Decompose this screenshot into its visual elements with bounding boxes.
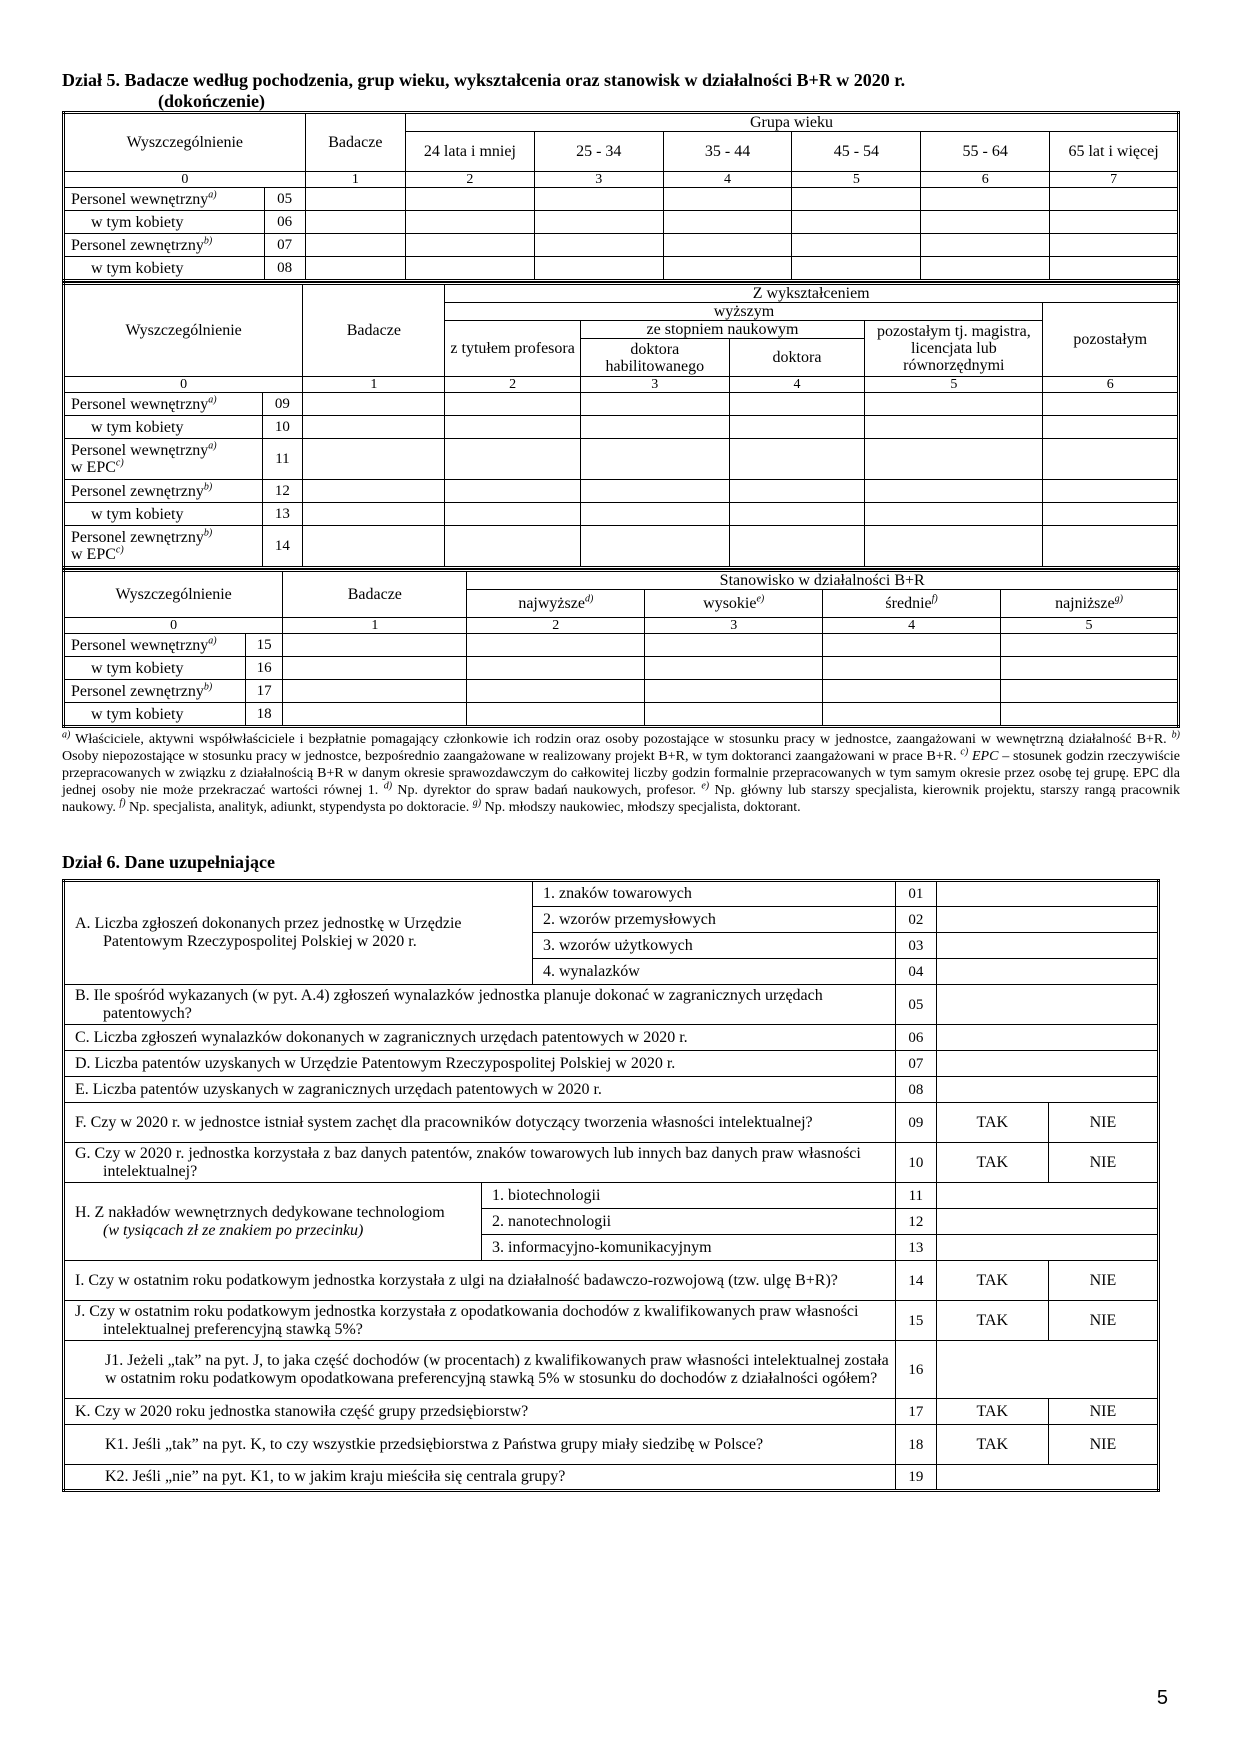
- col-researchers-header: Badacze: [283, 571, 467, 618]
- row-code: 16: [246, 657, 283, 680]
- input-cell[interactable]: [303, 393, 445, 416]
- table-row: [64, 188, 1179, 211]
- input-cell[interactable]: [1050, 188, 1179, 211]
- input-cell[interactable]: [936, 1209, 1158, 1235]
- input-cell[interactable]: [1043, 526, 1179, 568]
- input-cell[interactable]: [1001, 680, 1179, 703]
- input-cell[interactable]: [865, 503, 1043, 526]
- question-h: H. Z nakładów wewnętrznych dedykowane technologiom (w tysiącach zł ze znakiem po przecinku): [64, 1183, 482, 1261]
- question-c: C. Liczba zgłoszeń wynalazków dokonanych w zagranicznych urzędach patentowych w 2020 r.: [64, 1025, 896, 1051]
- col-number: 3: [580, 377, 729, 393]
- high-position-header: wysokie$^{e)}$: [645, 590, 823, 618]
- question-b: B. Ile spośród wykazanych (w pyt. A.4) zgłoszeń wynalazków jednostka planuje dokonać w zagranicznych urzędach patentowych?: [64, 985, 896, 1025]
- row-code: 02: [895, 907, 936, 933]
- no-option[interactable]: NIE: [1048, 1103, 1158, 1143]
- row-label: w tym kobiety: [64, 703, 246, 727]
- input-cell[interactable]: [303, 526, 445, 568]
- input-cell[interactable]: [865, 526, 1043, 568]
- section6-title: Dział 6. Dane uzupełniające: [62, 852, 275, 872]
- age-col-header: 45 - 54: [792, 132, 921, 172]
- degree-header: ze stopniem naukowym: [580, 321, 864, 339]
- age-col-header: 24 lata i mniej: [405, 132, 534, 172]
- row-label: Personel zewnętrzny$^{b)}$ w EPC$^{c)}$: [64, 526, 263, 568]
- row-code: 13: [895, 1235, 936, 1261]
- input-cell[interactable]: [580, 416, 729, 439]
- table-row: [64, 416, 1179, 439]
- input-cell[interactable]: [445, 480, 580, 503]
- section5-title: [62, 70, 1180, 91]
- input-cell[interactable]: [663, 211, 792, 234]
- no-option[interactable]: NIE: [1048, 1399, 1158, 1425]
- yes-option[interactable]: TAK: [936, 1143, 1048, 1183]
- input-cell[interactable]: [1001, 703, 1179, 727]
- no-option[interactable]: NIE: [1048, 1425, 1158, 1465]
- row-code: 01: [895, 881, 936, 907]
- row-code: 19: [895, 1465, 936, 1491]
- row-code: 10: [895, 1143, 936, 1183]
- input-cell[interactable]: [467, 657, 645, 680]
- form-page: [62, 70, 1180, 1492]
- input-cell[interactable]: [663, 257, 792, 281]
- col-number: 6: [921, 172, 1050, 188]
- footnotes: $^{a)}$ Właściciele, aktywni współwłaściciele i bezpłatnie pomagający członkowie ich rodzin oraz osoby pozostające w stosunku pracy w jednostce, zaangażowani w wewnętrzną działalność B+R. $^{b)}$ Osoby niepozostające w stosunku pracy w jednostce, bezpośrednio zaangażowane w realizowany projekt B+R, w tym doktoranci zaangażowani w prace B+R. $^{c)}$ EPC – stosunek godzin rzeczywiście przepracowanych w związku z działalnością B+R w danym okresie sprawozdawczym do całkowitej liczby godzin formalnie przepracowanych w tym samym okresie przez osobę tej grupę. EPC dla jednej osoby nie może przekraczać wartości równej 1. $^{d)}$ Np. dyrektor do spraw badań naukowych, profesor. $^{e)}$ Np. główny lub starszy specjalista, kierownik projektu, starszy rangą pracownik naukowy. $^{f)}$ Np. specjalista, analityk, adiunkt, stypendysta po doktoracie. $^{g)}$ Np. młodszy naukowiec, młodszy specjalista, doktorant.: [62, 729, 1181, 815]
- doctor-header: doktora: [729, 339, 864, 377]
- row-code: 15: [246, 634, 283, 657]
- input-cell[interactable]: [936, 1025, 1158, 1051]
- col-number: 5: [1001, 618, 1179, 634]
- question-i: I. Czy w ostatnim roku podatkowym jednostka korzystała z ulgi na działalność badawczo-rozwojową (tzw. ulgę B+R)?: [64, 1261, 896, 1301]
- row-code: 18: [246, 703, 283, 727]
- input-cell[interactable]: [283, 703, 467, 727]
- row-code: 18: [895, 1425, 936, 1465]
- input-cell[interactable]: [467, 703, 645, 727]
- row-code: 05: [264, 188, 305, 211]
- input-cell[interactable]: [445, 416, 580, 439]
- input-cell[interactable]: [580, 393, 729, 416]
- table-row: [64, 480, 1179, 503]
- input-cell[interactable]: [534, 211, 663, 234]
- input-cell[interactable]: [663, 188, 792, 211]
- question-k1: K1. Jeśli „tak” na pyt. K, to czy wszystkie przedsiębiorstwa z Państwa grupy miały siedzibę w Polsce?: [64, 1425, 896, 1465]
- section5-subtitle: (dokończenie): [158, 91, 265, 111]
- col-spec-header: Wyszczególnienie: [64, 284, 303, 377]
- input-cell[interactable]: [303, 480, 445, 503]
- col-number: 4: [729, 377, 864, 393]
- input-cell[interactable]: [445, 393, 580, 416]
- option-label: 4. wynalazków: [532, 959, 895, 985]
- input-cell[interactable]: [729, 503, 864, 526]
- input-cell[interactable]: [645, 634, 823, 657]
- input-cell[interactable]: [645, 680, 823, 703]
- highest-position-header: najwyższe$^{d)}$: [467, 590, 645, 618]
- row-code: 03: [895, 933, 936, 959]
- row-code: 09: [895, 1103, 936, 1143]
- input-cell[interactable]: [283, 634, 467, 657]
- age-table: [62, 111, 1180, 282]
- column-numbers-row: [64, 377, 1179, 393]
- higher-education-header: wyższym: [445, 303, 1043, 321]
- input-cell[interactable]: [405, 211, 534, 234]
- education-group-header: Z wykształceniem: [445, 284, 1179, 303]
- col-number: 4: [663, 172, 792, 188]
- habilitated-doctor-header: doktora habilitowanego: [580, 339, 729, 377]
- input-cell[interactable]: [936, 881, 1158, 907]
- row-code: 13: [262, 503, 303, 526]
- input-cell[interactable]: [580, 526, 729, 568]
- input-cell[interactable]: [1043, 503, 1179, 526]
- input-cell[interactable]: [445, 503, 580, 526]
- row-code: 17: [246, 680, 283, 703]
- input-cell[interactable]: [936, 1235, 1158, 1261]
- input-cell[interactable]: [283, 680, 467, 703]
- education-table: [62, 282, 1180, 569]
- row-code: 05: [895, 985, 936, 1025]
- input-cell[interactable]: [1001, 634, 1179, 657]
- column-numbers-row: [64, 172, 1179, 188]
- input-cell[interactable]: [1043, 416, 1179, 439]
- input-cell[interactable]: [936, 1183, 1158, 1209]
- input-cell[interactable]: [645, 657, 823, 680]
- input-cell[interactable]: [445, 439, 580, 480]
- position-group-header: Stanowisko w działalności B+R: [467, 571, 1179, 590]
- column-numbers-row: [64, 618, 1179, 634]
- input-cell[interactable]: [303, 439, 445, 480]
- col-number: 3: [645, 618, 823, 634]
- option-label: 1. biotechnologii: [482, 1183, 896, 1209]
- col-number: 1: [303, 377, 445, 393]
- row-code: 15: [895, 1301, 936, 1341]
- input-cell[interactable]: [823, 657, 1001, 680]
- input-cell[interactable]: [467, 634, 645, 657]
- row-label: Personel wewnętrzny$^{a)}$ w EPC$^{c)}$: [64, 439, 263, 480]
- input-cell[interactable]: [305, 188, 405, 211]
- yes-option[interactable]: TAK: [936, 1261, 1048, 1301]
- col-number: 7: [1050, 172, 1179, 188]
- age-group-header: Grupa wieku: [405, 113, 1178, 132]
- table-row: [64, 257, 1179, 281]
- row-label: w tym kobiety: [64, 416, 263, 439]
- question-j: J. Czy w ostatnim roku podatkowym jednostka korzystała z opodatkowania dochodów z kwalifikowanych praw własności intelektualnej preferencyjną stawką 5%?: [64, 1301, 896, 1341]
- input-cell[interactable]: [580, 439, 729, 480]
- row-label: w tym kobiety: [64, 211, 265, 234]
- col-number: 5: [865, 377, 1043, 393]
- input-cell[interactable]: [1050, 234, 1179, 257]
- col-number: 0: [64, 172, 306, 188]
- no-option[interactable]: NIE: [1048, 1261, 1158, 1301]
- option-label: 2. wzorów przemysłowych: [532, 907, 895, 933]
- row-code: 06: [895, 1025, 936, 1051]
- col-number: 0: [64, 377, 303, 393]
- table-row: [64, 657, 1179, 680]
- table-row: [64, 439, 1179, 480]
- row-code: 16: [895, 1341, 936, 1399]
- input-cell[interactable]: [936, 1051, 1158, 1077]
- input-cell[interactable]: [792, 234, 921, 257]
- input-cell[interactable]: [303, 416, 445, 439]
- section5-title-text: Dział 5. Badacze według pochodzenia, grup wieku, wykształcenia oraz stanowisk w działalności B+R w 2020 r.: [62, 70, 906, 90]
- input-cell[interactable]: [865, 439, 1043, 480]
- input-cell[interactable]: [729, 480, 864, 503]
- input-cell[interactable]: [534, 257, 663, 281]
- row-label: Personel wewnętrzny$^{a)}$: [64, 393, 263, 416]
- table-row: [64, 703, 1179, 727]
- col-number: 3: [534, 172, 663, 188]
- input-cell[interactable]: [305, 234, 405, 257]
- row-code: 11: [262, 439, 303, 480]
- row-code: 17: [895, 1399, 936, 1425]
- question-g: G. Czy w 2020 r. jednostka korzystała z baz danych patentów, znaków towarowych lub innych baz danych praw własności intelektualnej?: [64, 1143, 896, 1183]
- input-cell[interactable]: [936, 1465, 1158, 1491]
- position-table: [62, 569, 1180, 728]
- row-code: 04: [895, 959, 936, 985]
- question-f: F. Czy w 2020 r. w jednostce istniał system zachęt dla pracowników dotyczący tworzenia własności intelektualnej?: [64, 1103, 896, 1143]
- input-cell[interactable]: [792, 211, 921, 234]
- input-cell[interactable]: [729, 416, 864, 439]
- row-code: 07: [264, 234, 305, 257]
- table-row: [64, 211, 1179, 234]
- row-label: w tym kobiety: [64, 503, 263, 526]
- input-cell[interactable]: [936, 1341, 1158, 1399]
- no-option[interactable]: NIE: [1048, 1301, 1158, 1341]
- input-cell[interactable]: [663, 234, 792, 257]
- question-d: D. Liczba patentów uzyskanych w Urzędzie Patentowym Rzeczypospolitej Polskiej w 2020 r.: [64, 1051, 896, 1077]
- input-cell[interactable]: [534, 234, 663, 257]
- row-code: 08: [264, 257, 305, 281]
- table-row: [64, 234, 1179, 257]
- lowest-position-header: najniższe$^{g)}$: [1001, 590, 1179, 618]
- col-number: 2: [445, 377, 580, 393]
- table-row: [64, 526, 1179, 568]
- input-cell[interactable]: [865, 416, 1043, 439]
- yes-option[interactable]: TAK: [936, 1103, 1048, 1143]
- input-cell[interactable]: [865, 480, 1043, 503]
- input-cell[interactable]: [936, 907, 1158, 933]
- row-code: 14: [895, 1261, 936, 1301]
- col-number: 2: [467, 618, 645, 634]
- input-cell[interactable]: [645, 703, 823, 727]
- row-label: Personel zewnętrzny$^{b)}$: [64, 234, 265, 257]
- row-label: Personel wewnętrzny$^{a)}$: [64, 634, 246, 657]
- input-cell[interactable]: [823, 634, 1001, 657]
- input-cell[interactable]: [1043, 393, 1179, 416]
- row-label: Personel zewnętrzny$^{b)}$: [64, 480, 263, 503]
- row-label: Personel wewnętrzny$^{a)}$: [64, 188, 265, 211]
- input-cell[interactable]: [405, 257, 534, 281]
- col-spec-header: Wyszczególnienie: [64, 571, 283, 618]
- table-row: [64, 680, 1179, 703]
- option-label: 3. wzorów użytkowych: [532, 933, 895, 959]
- col-researchers-header: Badacze: [303, 284, 445, 377]
- supplementary-table: [62, 879, 1160, 1492]
- yes-option[interactable]: TAK: [936, 1425, 1048, 1465]
- input-cell[interactable]: [921, 234, 1050, 257]
- medium-position-header: średnie$^{f)}$: [823, 590, 1001, 618]
- yes-option[interactable]: TAK: [936, 1399, 1048, 1425]
- row-code: 08: [895, 1077, 936, 1103]
- input-cell[interactable]: [580, 480, 729, 503]
- input-cell[interactable]: [729, 439, 864, 480]
- input-cell[interactable]: [305, 257, 405, 281]
- input-cell[interactable]: [792, 188, 921, 211]
- input-cell[interactable]: [1050, 257, 1179, 281]
- row-code: 12: [895, 1209, 936, 1235]
- input-cell[interactable]: [865, 393, 1043, 416]
- option-label: 1. znaków towarowych: [532, 881, 895, 907]
- table-row: [64, 393, 1179, 416]
- input-cell[interactable]: [921, 211, 1050, 234]
- age-col-header: 35 - 44: [663, 132, 792, 172]
- input-cell[interactable]: [823, 680, 1001, 703]
- option-label: 2. nanotechnologii: [482, 1209, 896, 1235]
- col-number: 4: [823, 618, 1001, 634]
- page-number: 5: [1156, 1687, 1168, 1709]
- question-a: A. Liczba zgłoszeń dokonanych przez jednostkę w Urzędzie Patentowym Rzeczypospolitej Polskiej w 2020 r.: [64, 881, 533, 985]
- input-cell[interactable]: [936, 933, 1158, 959]
- row-label: w tym kobiety: [64, 257, 265, 281]
- option-label: 3. informacyjno-komunikacyjnym: [482, 1235, 896, 1261]
- input-cell[interactable]: [729, 526, 864, 568]
- col-number: 5: [792, 172, 921, 188]
- question-k: K. Czy w 2020 roku jednostka stanowiła część grupy przedsiębiorstw?: [64, 1399, 896, 1425]
- row-label: Personel zewnętrzny$^{b)}$: [64, 680, 246, 703]
- input-cell[interactable]: [405, 234, 534, 257]
- input-cell[interactable]: [936, 1077, 1158, 1103]
- professor-title-header: z tytułem profesora: [445, 321, 580, 377]
- input-cell[interactable]: [729, 393, 864, 416]
- row-code: 14: [262, 526, 303, 568]
- input-cell[interactable]: [467, 680, 645, 703]
- col-number: 1: [283, 618, 467, 634]
- input-cell[interactable]: [405, 188, 534, 211]
- row-code: 12: [262, 480, 303, 503]
- input-cell[interactable]: [283, 657, 467, 680]
- age-col-header: 25 - 34: [534, 132, 663, 172]
- table-row: [64, 634, 1179, 657]
- yes-option[interactable]: TAK: [936, 1301, 1048, 1341]
- row-code: 11: [895, 1183, 936, 1209]
- input-cell[interactable]: [303, 503, 445, 526]
- input-cell[interactable]: [580, 503, 729, 526]
- no-option[interactable]: NIE: [1048, 1143, 1158, 1183]
- col-researchers-header: Badacze: [305, 113, 405, 172]
- input-cell[interactable]: [936, 959, 1158, 985]
- input-cell[interactable]: [823, 703, 1001, 727]
- input-cell[interactable]: [1043, 439, 1179, 480]
- input-cell[interactable]: [921, 257, 1050, 281]
- col-number: 0: [64, 618, 283, 634]
- age-col-header: 65 lat i więcej: [1050, 132, 1179, 172]
- row-code: 09: [262, 393, 303, 416]
- table-row: [64, 503, 1179, 526]
- row-code: 07: [895, 1051, 936, 1077]
- row-label: w tym kobiety: [64, 657, 246, 680]
- col-spec-header: Wyszczególnienie: [64, 113, 306, 172]
- input-cell[interactable]: [936, 985, 1158, 1025]
- age-col-header: 55 - 64: [921, 132, 1050, 172]
- input-cell[interactable]: [305, 211, 405, 234]
- question-e: E. Liczba patentów uzyskanych w zagranicznych urzędach patentowych w 2020 r.: [64, 1077, 896, 1103]
- other-higher-header: pozostałym tj. magistra, licencjata lub równorzędnymi: [865, 321, 1043, 377]
- row-code: 06: [264, 211, 305, 234]
- input-cell[interactable]: [921, 188, 1050, 211]
- question-k2: K2. Jeśli „nie” na pyt. K1, to w jakim kraju mieściła się centrala grupy?: [64, 1465, 896, 1491]
- col-number: 1: [305, 172, 405, 188]
- input-cell[interactable]: [1001, 657, 1179, 680]
- col-number: 2: [405, 172, 534, 188]
- col-number: 6: [1043, 377, 1179, 393]
- input-cell[interactable]: [445, 526, 580, 568]
- input-cell[interactable]: [534, 188, 663, 211]
- question-j1: J1. Jeżeli „tak” na pyt. J, to jaka część dochodów (w procentach) z kwalifikowanych praw własności intelektualnej została w ostatnim roku podatkowym opodatkowana preferencyjną stawką 5% w stosunku do dochodów z działalności ogółem?: [64, 1341, 896, 1399]
- row-code: 10: [262, 416, 303, 439]
- input-cell[interactable]: [1050, 211, 1179, 234]
- input-cell[interactable]: [792, 257, 921, 281]
- other-education-header: pozostałym: [1043, 303, 1179, 377]
- input-cell[interactable]: [1043, 480, 1179, 503]
